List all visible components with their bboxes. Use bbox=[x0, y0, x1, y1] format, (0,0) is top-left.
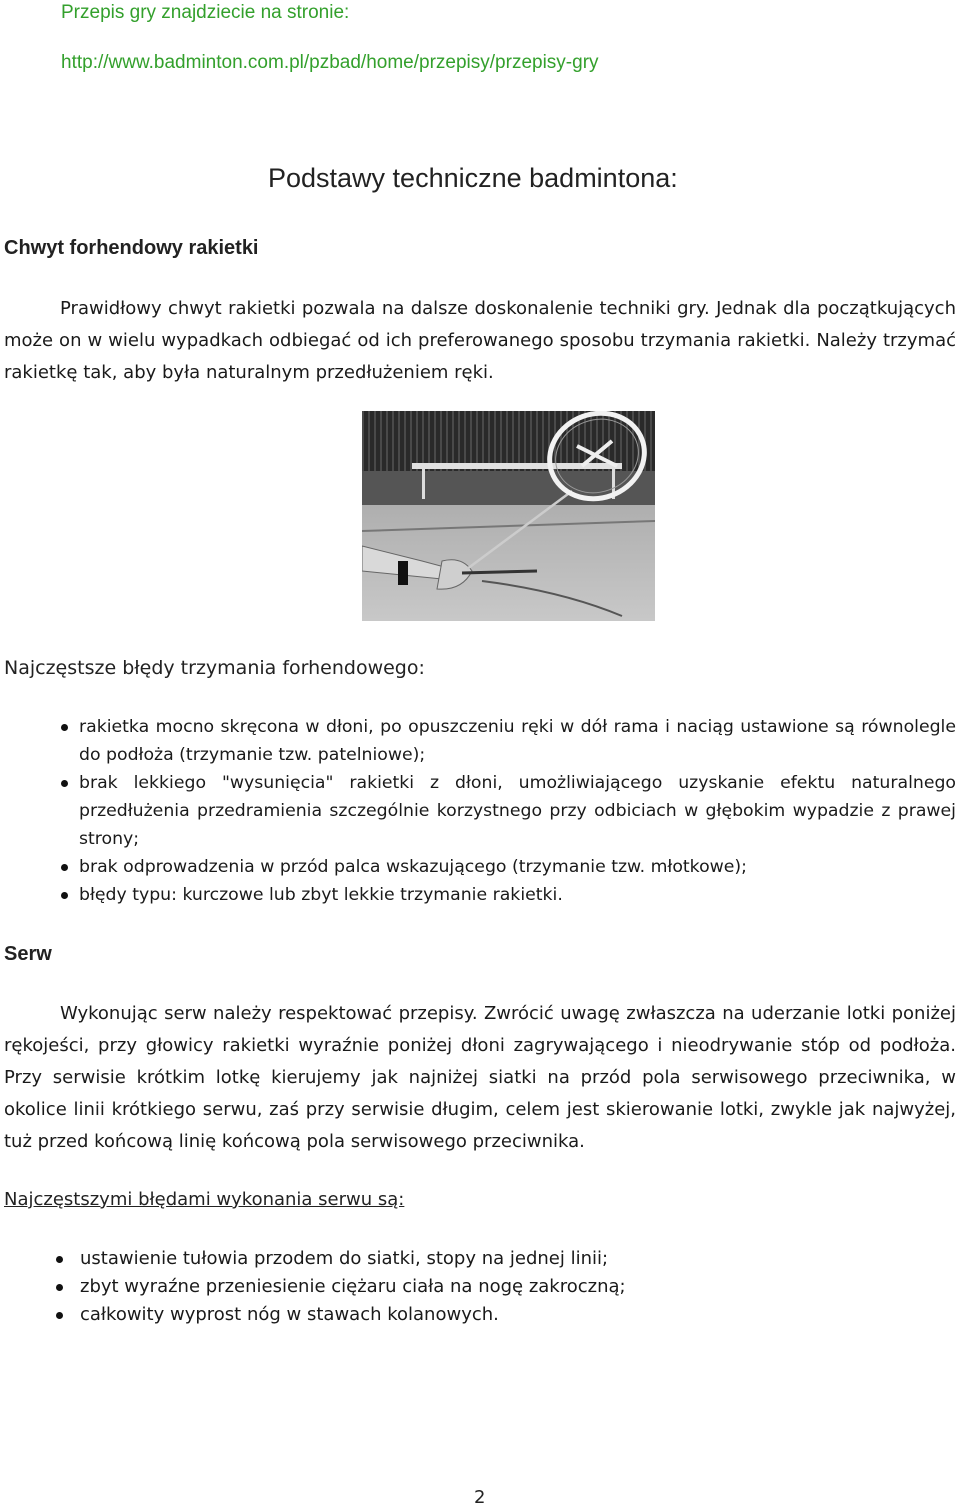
grip-errors-heading: Najczęstsze błędy trzymania forhendowego: bbox=[4, 657, 425, 679]
source-intro: Przepis gry znajdziecie na stronie: bbox=[61, 2, 350, 23]
source-link[interactable]: http://www.badminton.com.pl/pzbad/home/przepisy/przepisy-gry bbox=[61, 52, 599, 73]
grip-paragraph bbox=[4, 293, 956, 389]
list-item: błędy typu: kurczowe lub zbyt lekkie trzymanie rakietki. bbox=[61, 881, 956, 909]
page-title: Podstawy techniczne badmintona: bbox=[268, 163, 678, 193]
grip-paragraph-text: Prawidłowy chwyt rakietki pozwala na dalsze doskonalenie techniki gry. Jednak dla początkujących może on w wielu wypadkach odbiegać od ich preferowanego sposobu trzymania rakietki. Należy trzymać rakietkę tak, aby była naturalnym przedłużeniem ręki. bbox=[4, 298, 956, 383]
serve-errors-heading: Najczęstszymi błędami wykonania serwu są: bbox=[4, 1189, 405, 1210]
list-item: rakietka mocno skręcona w dłoni, po opuszczeniu ręki w dół rama i naciąg ustawione są równolegle do podłoża (trzymanie tzw. patelniowe); bbox=[61, 713, 956, 769]
racket-grip-photo bbox=[362, 411, 655, 621]
racket-grip-illustration bbox=[362, 411, 655, 621]
list-item: ustawienie tułowia przodem do siatki, stopy na jednej linii; bbox=[56, 1245, 936, 1273]
grip-heading: Chwyt forhendowy rakietki bbox=[4, 237, 259, 259]
list-item: brak lekkiego "wysunięcia" rakietki z dłoni, umożliwiającego uzyskanie efektu naturalnego przedłużenia przedramienia szczególnie korzystnego przy odbiciach w głębokim wypadzie z prawej strony; bbox=[61, 769, 956, 853]
serve-paragraph bbox=[4, 998, 956, 1158]
grip-errors-list bbox=[61, 713, 956, 909]
serve-heading: Serw bbox=[4, 943, 52, 965]
serve-errors-list bbox=[56, 1245, 936, 1329]
list-item: brak odprowadzenia w przód palca wskazującego (trzymanie tzw. młotkowe); bbox=[61, 853, 956, 881]
list-item: zbyt wyraźne przeniesienie ciężaru ciała na nogę zakroczną; bbox=[56, 1273, 936, 1301]
serve-paragraph-text: Wykonując serw należy respektować przepisy. Zwrócić uwagę zwłaszcza na uderzanie lotki poniżej rękojeści, przy głowicy rakietki wyraźnie poniżej dłoni zagrywającego i nieodrywanie stóp od podłoża. Przy serwisie krótkim lotkę kierujemy jak najniżej siatki na przód pola serwisowego przeciwnika, w okolice linii krótkiego serwu, zaś przy serwisie długim, celem jest skierowanie lotki, zwykle jak najwyżej, tuż przed końcową linię końcową pola serwisowego przeciwnika. bbox=[4, 1003, 956, 1152]
page-number: 2 bbox=[474, 1487, 486, 1508]
list-item: całkowity wyprost nóg w stawach kolanowych. bbox=[56, 1301, 936, 1329]
